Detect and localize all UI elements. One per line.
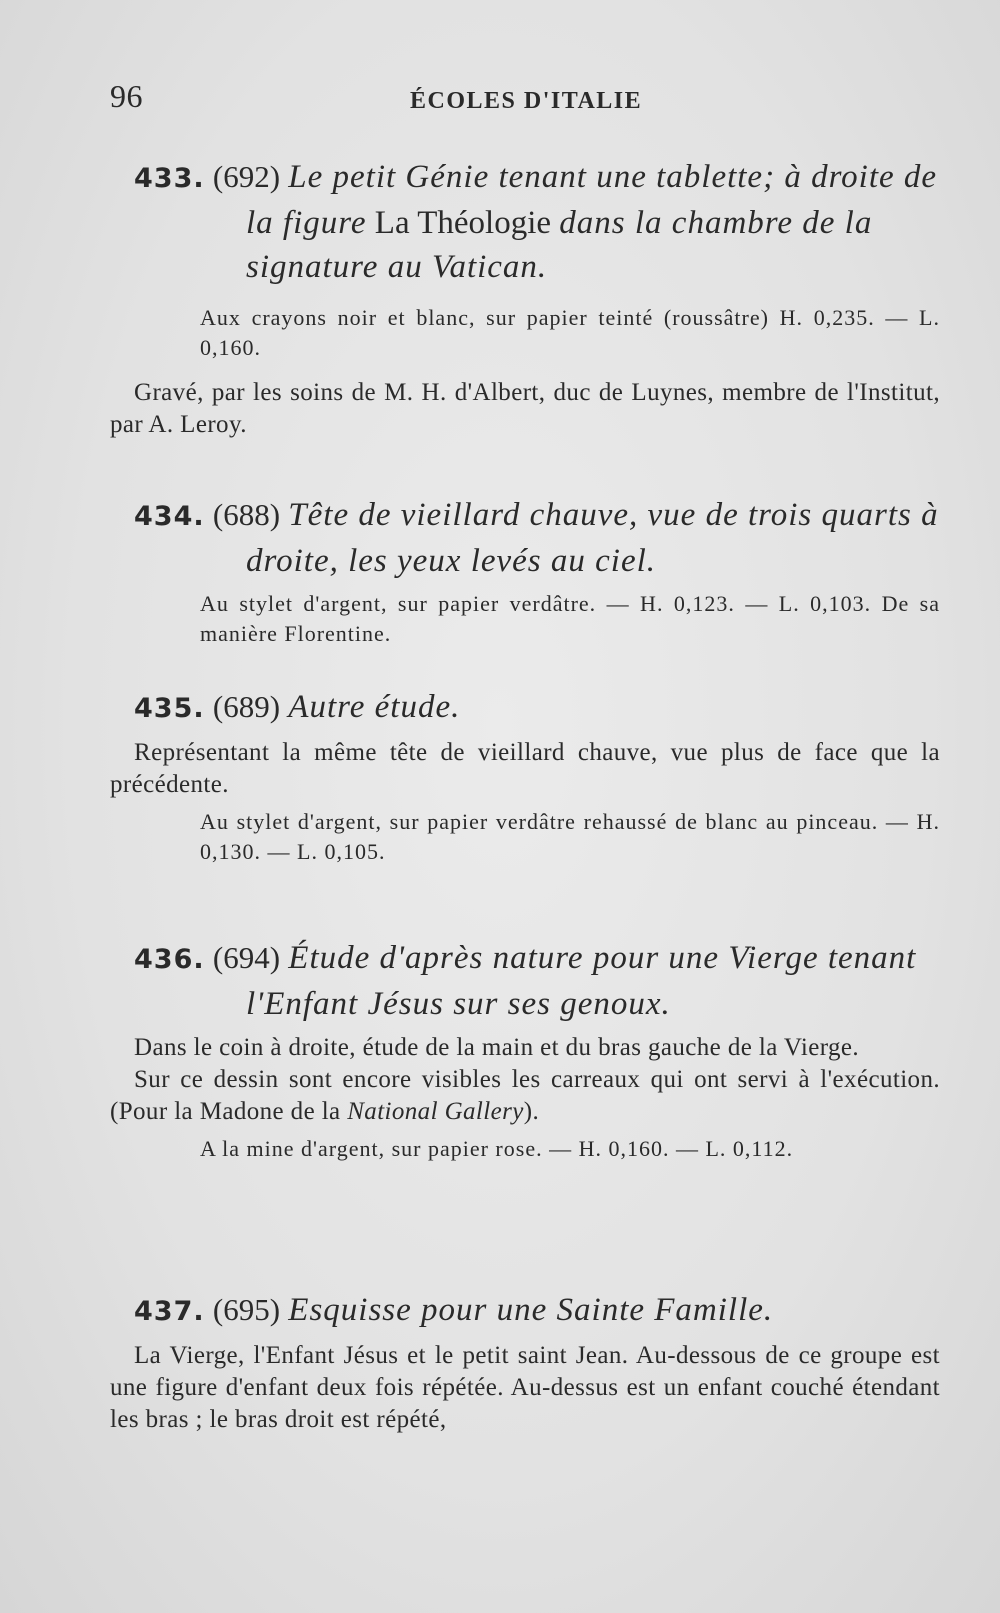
entry-title: Étude d'après nature pour une Vierge tenant l'Enfant Jésus sur ses genoux. <box>246 940 917 1022</box>
entry-reference: (692) <box>212 159 281 194</box>
running-head: ÉCOLES D'ITALIE <box>410 88 643 114</box>
page <box>110 70 940 1433</box>
entry-title: Tête de vieillard chauve, vue de trois quarts à droite, les yeux levés au ciel. <box>246 497 939 579</box>
entry-description: Représentant la même tête de vieillard chauve, vue plus de face que la précédente. <box>110 739 940 798</box>
entry-heading <box>110 493 940 583</box>
entry-number: 433. <box>134 163 205 194</box>
catalog-entry-434 <box>110 493 940 649</box>
catalog-entry-433 <box>110 155 940 441</box>
entry-reference: (688) <box>212 497 281 532</box>
entry-description: La Vierge, l'Enfant Jésus et le petit saint Jean. Au-dessous de ce groupe est une figure d'enfant deux fois répétée. Au-dessus est un enfant couché étendant les bras ; le bras droit est répété, <box>110 1342 940 1433</box>
entry-number: 437. <box>134 1296 205 1327</box>
page-number: 96 <box>110 78 143 114</box>
entry-number: 434. <box>134 501 205 532</box>
entry-reference: (689) <box>212 689 281 724</box>
entry-description: Gravé, par les soins de M. H. d'Albert, duc de Luynes, membre de l'Institut, par A. Leroy. <box>110 379 940 438</box>
page-header <box>110 70 940 120</box>
entry-heading <box>110 685 940 731</box>
entry-technique: Aux crayons noir et blanc, sur papier teinté (roussâtre) H. 0,235. — L. 0,160. <box>200 305 940 360</box>
catalog-entry-435 <box>110 685 940 867</box>
entry-heading <box>110 1288 940 1334</box>
entry-title-continued: dans la chambre de la signature au Vatican. <box>246 205 873 285</box>
entry-number: 435. <box>134 693 205 724</box>
entry-description-2: Sur ce dessin sont encore visibles les carreaux qui ont servi à l'exécution. (Pour la Madone de la National Gallery). <box>110 1066 940 1125</box>
entry-reference: (695) <box>212 1292 281 1327</box>
entry-technique: Au stylet d'argent, sur papier verdâtre. — H. 0,123. — L. 0,103. De sa manière Florentine. <box>200 591 940 646</box>
gallery-name: National Gallery <box>347 1098 524 1125</box>
catalog-entry-436 <box>110 936 940 1164</box>
entry-title-roman: La Théologie <box>374 205 552 241</box>
catalog-entry-437 <box>110 1288 940 1436</box>
entry-technique: A la mine d'argent, sur papier rose. — H. 0,160. — L. 0,112. <box>200 1136 794 1161</box>
entry-title: Esquisse pour une Sainte Famille. <box>288 1292 774 1328</box>
entry-number: 436. <box>134 944 205 975</box>
entry-heading <box>110 155 940 289</box>
entry-heading <box>110 936 940 1026</box>
entry-title: Autre étude. <box>288 689 461 725</box>
entry-title: Le petit Génie tenant une tablette; à droite de la figure <box>246 159 938 241</box>
entry-reference: (694) <box>212 940 281 975</box>
entry-description: Dans le coin à droite, étude de la main et du bras gauche de la Vierge. <box>134 1034 860 1061</box>
entry-technique: Au stylet d'argent, sur papier verdâtre rehaussé de blanc au pinceau. — H. 0,130. — L. 0,105. <box>200 809 940 864</box>
